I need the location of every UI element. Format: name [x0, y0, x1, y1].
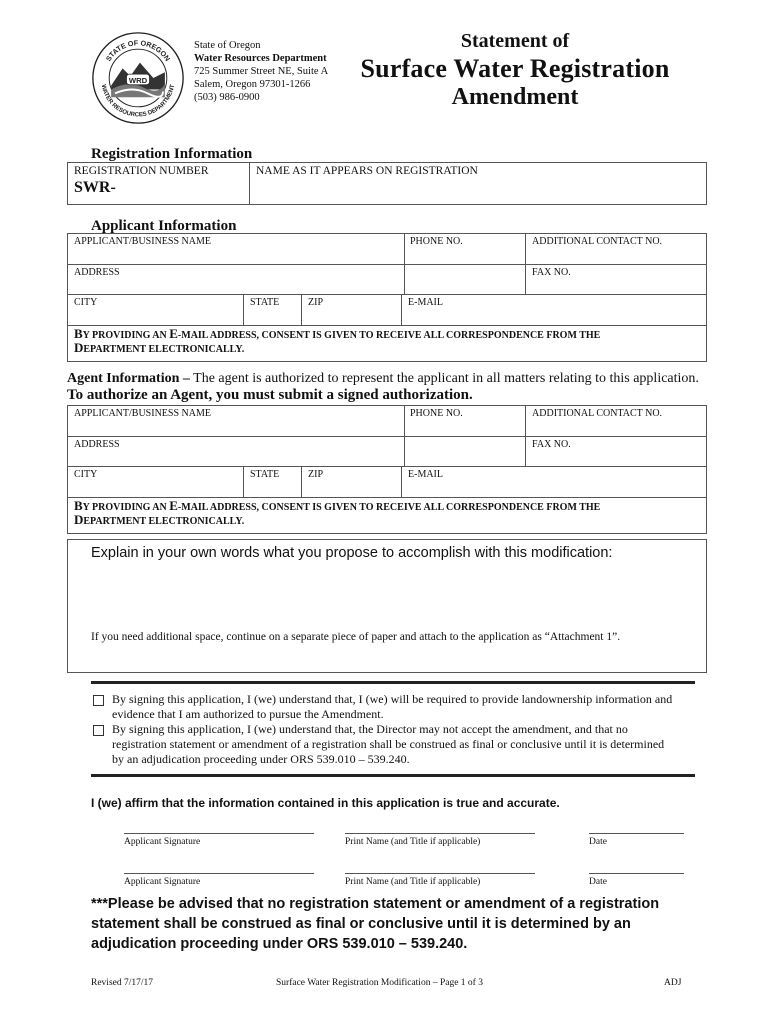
landownership-checkbox[interactable] [93, 695, 104, 706]
agent-phone-divider [404, 406, 405, 436]
agent-city-field[interactable] [68, 467, 244, 498]
footer-form-code: ADJ [664, 978, 682, 988]
applicant-state-label: STATE [250, 297, 280, 308]
applicant-email-consent-notice: BY PROVIDING AN E-MAIL ADDRESS, CONSENT IS GIVEN TO RECEIVE ALL CORRESPONDENCE FROM THE DEPARTMENT ELECTRONICALLY. [68, 326, 707, 362]
applicant-zip-field[interactable] [302, 295, 402, 326]
agent-heading: Agent Information – The agent is authorized to represent the applicant in all matters relating to this application. [67, 371, 699, 386]
applicant-heading: Applicant Information [91, 218, 237, 234]
agent-phone-label: PHONE NO. [410, 408, 463, 419]
agent-email-field[interactable] [402, 467, 707, 498]
agent-table [67, 405, 707, 534]
agent-address-label: ADDRESS [74, 439, 120, 450]
print-name-line-2[interactable] [345, 873, 535, 874]
registration-number-field[interactable] [68, 163, 250, 205]
affirmation-statement: I (we) affirm that the information contained in this application is true and accurate. [91, 796, 560, 810]
date-line-1[interactable] [589, 833, 684, 834]
address-department: Water Resources Department [194, 53, 327, 64]
applicant-address-divider [404, 265, 405, 295]
adjudication-advisory: ***Please be advised that no registration statement or amendment of a registration statement shall be construed as final or conclusive until it is determined by an adjudication proceeding under ORS 539.010 – 539.240. [91, 896, 660, 952]
agent-business-name-label: APPLICANT/BUSINESS NAME [74, 408, 211, 419]
agent-city-label: CITY [74, 469, 98, 480]
modification-attachment-note: If you need additional space, continue on a separate piece of paper and attach to the application as “Attachment 1”. [91, 631, 621, 643]
applicant-state-field[interactable] [244, 295, 302, 326]
footer-page-info: Surface Water Registration Modification – Page 1 of 3 [276, 978, 483, 988]
agency-address-block [194, 39, 328, 104]
seal-top-text: STATE OF OREGON [103, 38, 173, 63]
agent-state-field[interactable] [244, 467, 302, 498]
agent-state-label: STATE [250, 469, 280, 480]
svg-text:STATE OF OREGON [104, 38, 172, 63]
seal-center-text: WRD [128, 75, 148, 85]
registration-table [67, 162, 707, 205]
date-label-1: Date [589, 837, 607, 847]
applicant-fax-field[interactable] [526, 265, 707, 295]
applicant-table [67, 233, 707, 362]
applicant-email-field[interactable] [402, 295, 707, 326]
applicant-business-name-label: APPLICANT/BUSINESS NAME [74, 236, 211, 247]
registration-number-label: REGISTRATION NUMBER [74, 165, 209, 177]
agent-zip-field[interactable] [302, 467, 402, 498]
address-street: 725 Summer Street NE, Suite A [194, 66, 329, 77]
agent-zip-label: ZIP [308, 469, 323, 480]
director-acceptance-statement: By signing this application, I (we) understand that, the Director may not accept the amendment, and that no registration statement or amendment of a registration shall be construed as final or conclusive until it is determined by an adjudication proceeding under ORS 539.010 – 539.240. [112, 722, 665, 766]
director-acceptance-checkbox[interactable] [93, 725, 104, 736]
landownership-statement: By signing this application, I (we) understand that, I (we) will be required to provide landownership information and evidence that I am authorized to pursue the Amendment. [112, 692, 673, 721]
applicant-city-field[interactable] [68, 295, 244, 326]
print-name-label-1: Print Name (and Title if applicable) [345, 837, 481, 847]
agent-additional-contact-field[interactable] [526, 406, 707, 437]
applicant-additional-contact-field[interactable] [526, 234, 707, 265]
applicant-additional-contact-label: ADDITIONAL CONTACT NO. [532, 236, 663, 247]
print-name-label-2: Print Name (and Title if applicable) [345, 877, 481, 887]
applicant-phone-divider [404, 234, 405, 264]
agent-email-consent-notice: BY PROVIDING AN E-MAIL ADDRESS, CONSENT IS GIVEN TO RECEIVE ALL CORRESPONDENCE FROM THE DEPARTMENT ELECTRONICALLY. [68, 498, 707, 534]
applicant-address-label: ADDRESS [74, 267, 120, 278]
applicant-city-label: CITY [74, 297, 98, 308]
applicant-zip-label: ZIP [308, 297, 323, 308]
form-title-line1: Statement of [460, 30, 570, 52]
form-title-line2: Surface Water Registration [360, 54, 670, 83]
applicant-signature-label-2: Applicant Signature [124, 877, 201, 887]
date-line-2[interactable] [589, 873, 684, 874]
registration-name-field[interactable] [250, 163, 707, 205]
applicant-phone-label: PHONE NO. [410, 236, 463, 247]
registration-number-value: SWR- [74, 179, 116, 196]
applicant-email-label: E-MAIL [408, 297, 443, 308]
seal-bottom-text: WATER RESOURCES DEPARTMENT [99, 84, 177, 119]
applicant-signature-label-1: Applicant Signature [124, 837, 201, 847]
footer-revised-date: Revised 7/17/17 [91, 978, 154, 988]
address-city: Salem, Oregon 97301-1266 [194, 79, 311, 90]
divider-rule-top [91, 681, 695, 684]
agent-address-divider [404, 437, 405, 467]
registration-name-label: NAME AS IT APPEARS ON REGISTRATION [256, 165, 478, 177]
agent-additional-contact-label: ADDITIONAL CONTACT NO. [532, 408, 663, 419]
agent-fax-label: FAX NO. [532, 439, 571, 450]
registration-heading: Registration Information [91, 146, 253, 162]
address-phone: (503) 986-0900 [194, 92, 260, 103]
applicant-signature-line-2[interactable] [124, 873, 314, 874]
agent-email-label: E-MAIL [408, 469, 443, 480]
print-name-line-1[interactable] [345, 833, 535, 834]
address-state: State of Oregon [194, 40, 261, 51]
modification-prompt: Explain in your own words what you propose to accomplish with this modification: [91, 545, 613, 561]
applicant-address-field[interactable] [68, 265, 526, 295]
applicant-fax-label: FAX NO. [532, 267, 571, 278]
applicant-signature-line-1[interactable] [124, 833, 314, 834]
agent-fax-field[interactable] [526, 437, 707, 467]
oregon-wrd-seal-logo [90, 30, 186, 126]
form-title-line3: Amendment [451, 84, 579, 110]
agent-authorization-note: To authorize an Agent, you must submit a signed authorization. [67, 387, 473, 403]
divider-rule-bottom [91, 774, 695, 777]
date-label-2: Date [589, 877, 607, 887]
agent-address-field[interactable] [68, 437, 526, 467]
